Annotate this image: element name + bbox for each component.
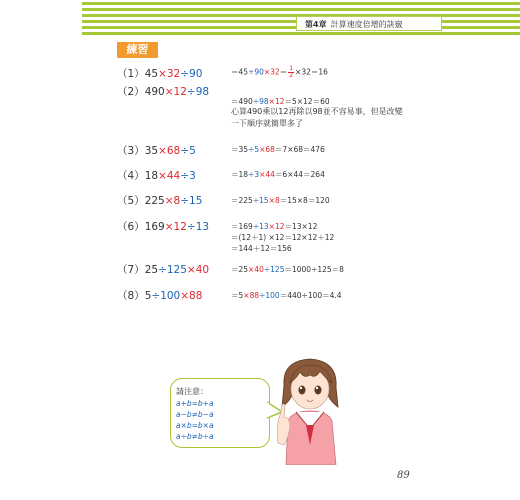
operator: ÷ — [180, 195, 190, 207]
fraction — [288, 66, 294, 79]
term: 98 — [195, 86, 210, 98]
chapter-label: 第4章 — [305, 20, 327, 29]
problem-8 — [117, 289, 202, 303]
term: 12 — [173, 221, 187, 233]
operator: × — [158, 170, 167, 182]
problem-number: （5） — [117, 195, 145, 207]
note-line: a×b=b×a — [176, 421, 214, 430]
note-line: a+b=b+a — [176, 399, 214, 408]
chapter-header — [296, 16, 442, 31]
sol-part: ×40 — [248, 265, 264, 274]
solution-3 — [231, 145, 325, 155]
sol-part: ×44 — [259, 170, 275, 179]
term: 68 — [166, 145, 181, 157]
sol-part: ＝7×68＝476 — [274, 145, 325, 154]
solution-6 — [231, 222, 317, 232]
term: 35 — [144, 145, 159, 157]
sol-part: ＝1000÷125＝8 — [284, 265, 344, 274]
operator: × — [164, 195, 174, 207]
sol-part: ＝18 — [231, 170, 249, 179]
chapter-title: 計算速度倍增的訣竅 — [330, 20, 403, 29]
term: 13 — [195, 221, 210, 233]
girl-illustration — [270, 355, 350, 465]
operator: ÷ — [180, 145, 190, 157]
sol-part: ＝5×12＝60 — [284, 97, 330, 106]
operator: × — [164, 221, 174, 233]
problem-2 — [117, 85, 209, 99]
term: 15 — [189, 195, 203, 207]
operator: × — [186, 264, 196, 276]
page-number: 89 — [397, 470, 410, 481]
sol-part: ×32＝16 — [295, 67, 328, 77]
sol-part: ÷100 — [259, 291, 280, 300]
sol-part: ÷15 — [252, 196, 269, 205]
term: 5 — [144, 290, 152, 302]
sol-part: ＝169 — [231, 222, 253, 231]
sol-part: ＝25 — [231, 265, 249, 274]
sol-part: ＝225 — [231, 196, 253, 205]
sol-part: ÷125 — [263, 265, 285, 274]
term: 125 — [166, 264, 187, 276]
operator: ÷ — [186, 221, 196, 233]
fraction-denominator: 2 — [289, 72, 294, 79]
term: 5 — [189, 145, 196, 157]
stripe — [82, 32, 520, 35]
solution-4 — [231, 170, 325, 180]
term: 8 — [173, 195, 181, 207]
sol-part: ×12 — [268, 97, 285, 106]
note-line: a÷b≠b÷a — [176, 432, 214, 441]
term: 225 — [144, 195, 165, 207]
operator: × — [158, 68, 167, 80]
problem-number: （7） — [117, 264, 145, 276]
problem-number: （3） — [117, 145, 145, 157]
term: 12 — [173, 86, 187, 98]
stripe — [82, 8, 520, 11]
operator: ÷ — [186, 86, 196, 98]
term: 90 — [189, 68, 203, 80]
term: 32 — [166, 68, 181, 80]
sol-part: ＝ — [279, 67, 288, 77]
header-stripes — [0, 0, 520, 40]
solution-8 — [231, 291, 342, 301]
sol-part: ＝6×44＝264 — [274, 170, 325, 179]
sol-part: ÷90 — [248, 67, 264, 77]
term: 45 — [144, 68, 159, 80]
term: 3 — [189, 170, 196, 182]
term: 490 — [144, 86, 165, 98]
sol-part: ＝13×12 — [284, 222, 318, 231]
term: 88 — [189, 290, 203, 302]
sol-part: ÷3 — [248, 170, 260, 179]
problem-number: （6） — [117, 221, 145, 233]
operator: ÷ — [180, 170, 190, 182]
problem-7 — [117, 263, 209, 277]
fraction-numerator: 1 — [289, 65, 294, 72]
sol-part: ×32 — [263, 67, 280, 77]
stripe — [82, 2, 520, 5]
operator: ÷ — [158, 264, 167, 276]
solution-1 — [231, 66, 328, 79]
term: 169 — [144, 221, 165, 233]
term: 44 — [166, 170, 181, 182]
term: 40 — [195, 264, 210, 276]
problem-4 — [117, 169, 196, 183]
solution-5 — [231, 196, 330, 206]
sol-part: ＝45 — [231, 67, 249, 77]
sol-part: ＝35 — [231, 145, 249, 154]
sol-part: ×12 — [268, 222, 285, 231]
sol-part: ÷5 — [248, 145, 260, 154]
sol-part: ＝490 — [231, 97, 253, 106]
operator: ÷ — [151, 290, 161, 302]
operator: × — [164, 86, 174, 98]
problem-number: （2） — [117, 86, 145, 98]
problem-5 — [117, 194, 202, 208]
problem-number: （1） — [117, 68, 145, 80]
problem-6 — [117, 220, 209, 234]
sol-part: ÷98 — [252, 97, 269, 106]
term: 100 — [160, 290, 181, 302]
problem-number: （8） — [117, 290, 145, 302]
operator: × — [158, 145, 167, 157]
solution-6-line-2: ＝(12＋1) ×12＝12×12＋12 — [231, 233, 335, 242]
term: 18 — [144, 170, 159, 182]
solution-7 — [231, 265, 344, 275]
section-badge: 練習 — [117, 42, 158, 58]
note-title: 請注意： — [176, 387, 208, 396]
problem-1 — [117, 67, 202, 81]
problem-number: （4） — [117, 170, 145, 182]
solution-6-line-3: ＝144＋12＝156 — [231, 244, 292, 253]
solution-2-note: 心算490乘以12再除以98並不容易事，但是改變一下順序就簡單多了 — [231, 107, 403, 128]
sol-part: ×68 — [259, 145, 275, 154]
operator: × — [180, 290, 190, 302]
sol-part: ＝15×8＝120 — [279, 196, 330, 205]
sol-part: ＝440÷100＝4.4 — [279, 291, 342, 300]
term: 25 — [144, 264, 159, 276]
operator: ÷ — [180, 68, 190, 80]
sol-part: ×88 — [243, 291, 260, 300]
sol-part: ＝5 — [231, 291, 244, 300]
note-line: a−b≠b−a — [176, 410, 214, 419]
sol-part: ÷13 — [252, 222, 269, 231]
sol-part: ×8 — [268, 196, 280, 205]
problem-3 — [117, 144, 196, 158]
